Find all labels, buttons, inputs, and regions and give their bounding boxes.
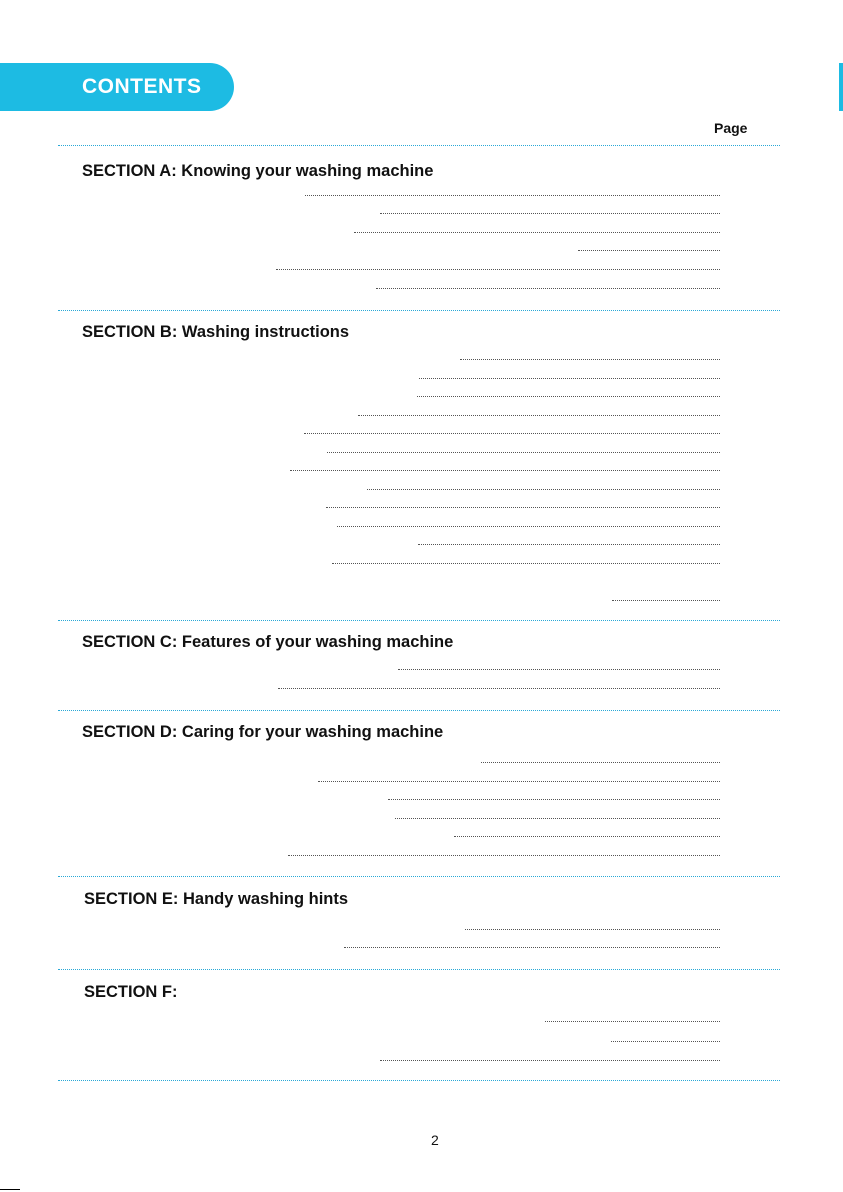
page-column-label: Page (714, 120, 748, 136)
toc-leader-line (305, 195, 720, 196)
toc-leader-line (454, 836, 720, 837)
toc-leader-line (344, 947, 720, 948)
toc-leader-line (388, 799, 720, 800)
section-e-title: SECTION E: Handy washing hints (84, 890, 349, 908)
section-a-title: SECTION A: Knowing your washing machine (82, 162, 434, 180)
toc-leader-line (612, 600, 720, 601)
edge-marker (839, 63, 843, 111)
toc-leader-line (367, 489, 720, 490)
toc-leader-line (278, 688, 720, 689)
toc-leader-line (417, 396, 720, 397)
toc-leader-line (578, 250, 720, 251)
section-divider (58, 710, 780, 711)
toc-leader-line (358, 415, 720, 416)
toc-leader-line (304, 433, 720, 434)
toc-leader-line (380, 1060, 720, 1061)
toc-leader-line (545, 1021, 720, 1022)
toc-leader-line (327, 452, 720, 453)
section-d-title: SECTION D: Caring for your washing machine (82, 723, 444, 741)
section-divider (58, 1080, 780, 1081)
toc-leader-line (611, 1041, 720, 1042)
contents-tab (0, 63, 234, 111)
toc-leader-line (460, 359, 720, 360)
toc-leader-line (418, 544, 720, 545)
section-b-title: SECTION B: Washing instructions (82, 323, 350, 341)
toc-leader-line (481, 762, 720, 763)
toc-leader-line (318, 781, 720, 782)
toc-leader-line (326, 507, 720, 508)
section-divider (58, 620, 780, 621)
toc-leader-line (376, 288, 720, 289)
section-divider (58, 145, 780, 146)
toc-leader-line (354, 232, 720, 233)
toc-leader-line (337, 526, 720, 527)
toc-leader-line (290, 470, 720, 471)
section-divider (58, 310, 780, 311)
toc-leader-line (276, 269, 720, 270)
section-divider (58, 969, 780, 970)
section-f-title: SECTION F: (84, 983, 178, 1001)
toc-leader-line (332, 563, 720, 564)
page-number: 2 (431, 1132, 439, 1148)
section-divider (58, 876, 780, 877)
contents-title: CONTENTS (82, 75, 202, 98)
toc-leader-line (398, 669, 720, 670)
toc-leader-line (288, 855, 720, 856)
section-c-title: SECTION C: Features of your washing machine (82, 633, 454, 651)
toc-leader-line (465, 929, 720, 930)
toc-leader-line (395, 818, 720, 819)
crop-mark (0, 1189, 20, 1190)
toc-leader-line (419, 378, 720, 379)
toc-leader-line (380, 213, 720, 214)
